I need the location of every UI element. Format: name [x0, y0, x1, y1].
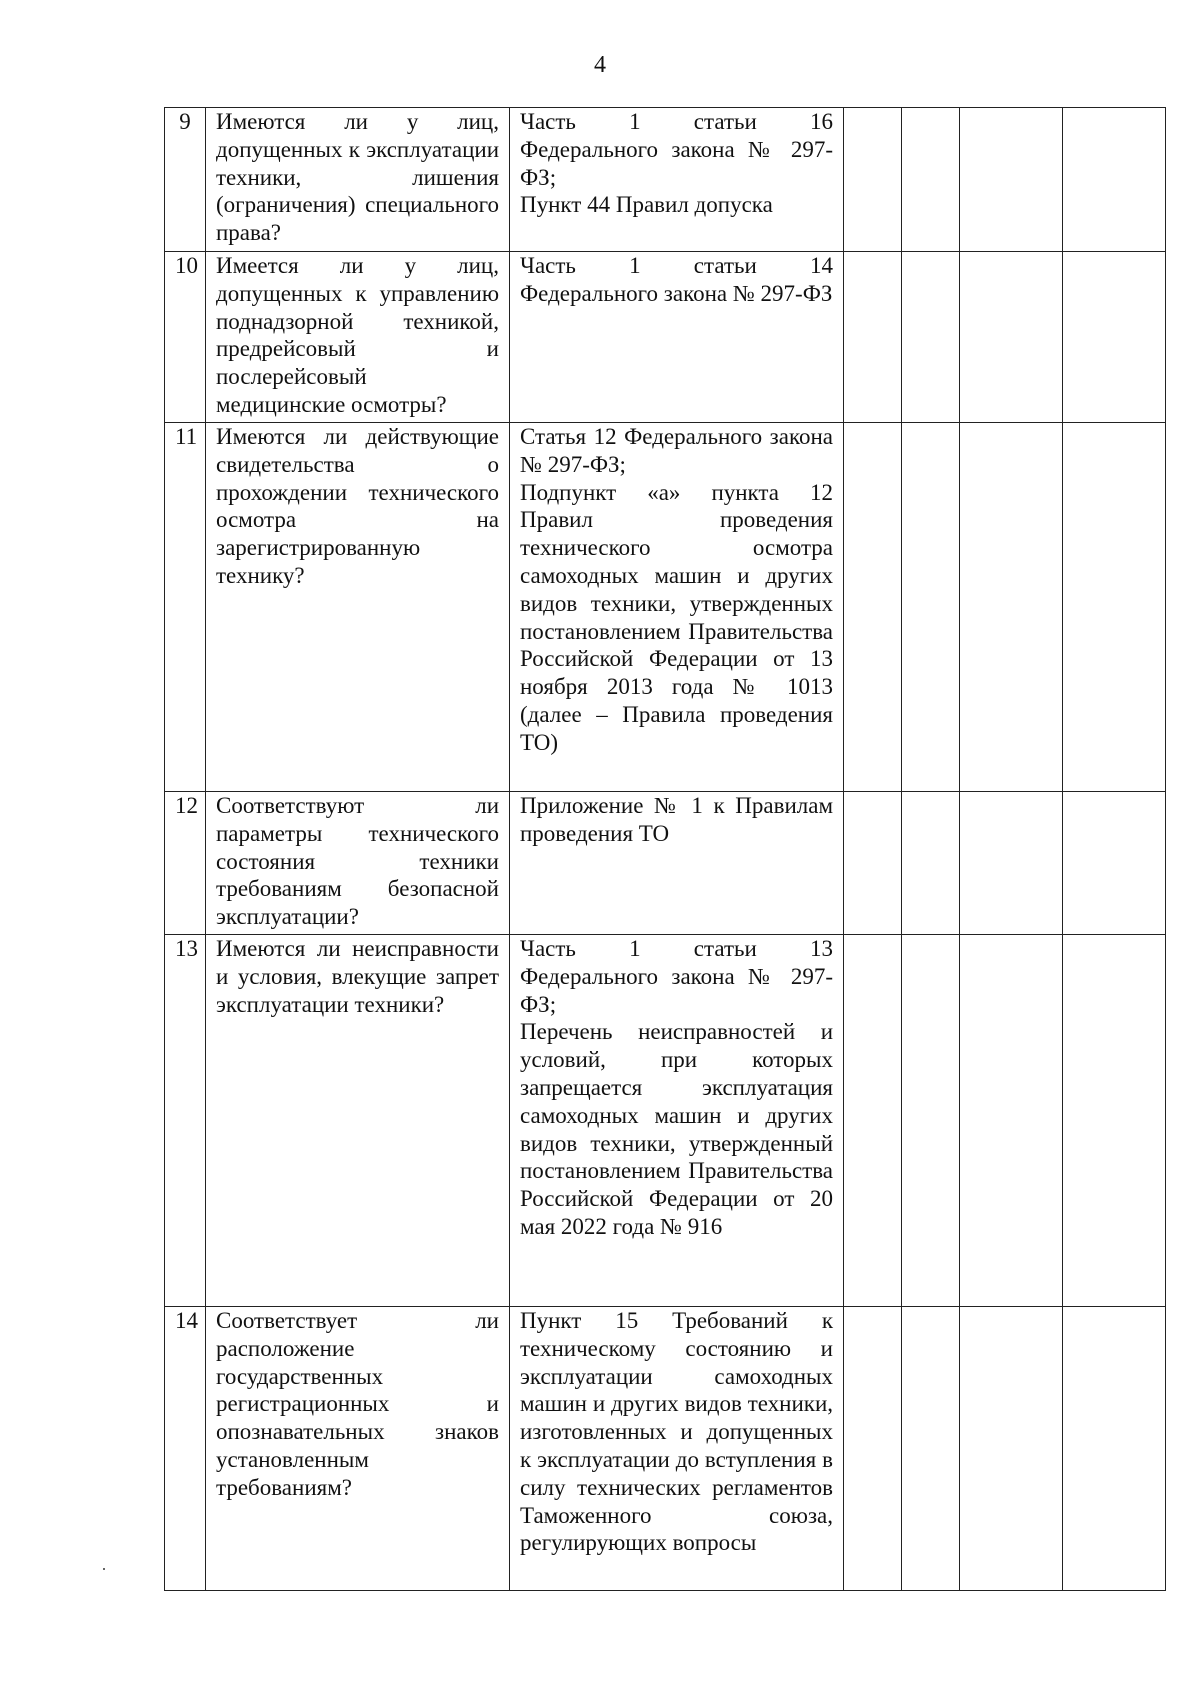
answer-cell-yes[interactable]	[844, 252, 902, 423]
question-cell: Имеются ли у лиц, допущенных к эксплуатации техники, лишения (ограничения) специального права?	[206, 108, 510, 252]
answer-cell-no[interactable]	[902, 108, 960, 252]
row-number: 12	[165, 792, 206, 935]
answer-cell-yes[interactable]	[844, 792, 902, 935]
notes-cell[interactable]	[1063, 108, 1166, 252]
answer-cell-not-applicable[interactable]	[960, 423, 1063, 792]
question-cell: Имеется ли у лиц, допущенных к управлению поднадзорной техникой, предрейсовый и послерейсовый медицинские осмотры?	[206, 252, 510, 423]
answer-cell-not-applicable[interactable]	[960, 252, 1063, 423]
legal-basis-paragraph: Часть 1 статьи 14 Федерального закона № 297-ФЗ	[520, 253, 833, 306]
legal-basis-paragraph: Приложение № 1 к Правилам проведения ТО	[520, 793, 833, 846]
legal-basis-cell	[510, 792, 844, 935]
answer-cell-no[interactable]	[902, 1307, 960, 1591]
legal-basis-cell	[510, 1307, 844, 1591]
question-cell: Имеются ли неисправности и условия, влекущие запрет эксплуатации техники?	[206, 935, 510, 1307]
row-number: 14	[165, 1307, 206, 1591]
page-number: 4	[594, 52, 606, 78]
row-number: 13	[165, 935, 206, 1307]
answer-cell-no[interactable]	[902, 423, 960, 792]
legal-basis-cell	[510, 108, 844, 252]
table-row	[165, 252, 1166, 423]
table-row	[165, 792, 1166, 935]
question-cell: Имеются ли действующие свидетельства о прохождении технического осмотра на зарегистрированную технику?	[206, 423, 510, 792]
table-row	[165, 935, 1166, 1307]
answer-cell-yes[interactable]	[844, 935, 902, 1307]
checklist-rows	[165, 108, 1166, 1591]
legal-basis-paragraph: Часть 1 статьи 13 Федерального закона № 297-ФЗ;	[520, 936, 833, 1017]
answer-cell-yes[interactable]	[844, 1307, 902, 1591]
legal-basis-cell	[510, 935, 844, 1307]
legal-basis-paragraph: Подпункт «а» пункта 12 Правил проведения технического осмотра самоходных машин и других видов техники, утвержденных постановлением Правительства Российской Федерации от 13 ноября 2013 года № 1013 (далее – Правила проведения ТО)	[520, 479, 833, 755]
answer-cell-no[interactable]	[902, 792, 960, 935]
legal-basis-paragraph: Перечень неисправностей и условий, при которых запрещается эксплуатация самоходных машин и других видов техники, утвержденный постановлением Правительства Российской Федерации от 20 мая 2022 года № 916	[520, 1019, 833, 1239]
notes-cell[interactable]	[1063, 252, 1166, 423]
notes-cell[interactable]	[1063, 1307, 1166, 1591]
legal-basis-paragraph: Часть 1 статьи 16 Федерального закона № 297-ФЗ;	[520, 109, 833, 190]
answer-cell-yes[interactable]	[844, 108, 902, 252]
question-cell: Соответствует ли расположение государственных регистрационных и опознавательных знаков установленным требованиям?	[206, 1307, 510, 1591]
answer-cell-not-applicable[interactable]	[960, 108, 1063, 252]
table-row	[165, 1307, 1166, 1591]
answer-cell-not-applicable[interactable]	[960, 792, 1063, 935]
legal-basis-paragraph: Пункт 15 Требований к техническому состоянию и эксплуатации самоходных машин и других видов техники, изготовленных и допущенных к эксплуатации до вступления в силу технических регламентов Таможенного союза, регулирующих вопросы	[520, 1308, 833, 1556]
row-number: 9	[165, 108, 206, 252]
checklist-table	[164, 107, 1166, 1591]
notes-cell[interactable]	[1063, 423, 1166, 792]
notes-cell[interactable]	[1063, 935, 1166, 1307]
answer-cell-no[interactable]	[902, 252, 960, 423]
table-row	[165, 423, 1166, 792]
answer-cell-yes[interactable]	[844, 423, 902, 792]
legal-basis-paragraph: Пункт 44 Правил допуска	[520, 192, 773, 218]
answer-cell-not-applicable[interactable]	[960, 935, 1063, 1307]
question-cell: Соответствуют ли параметры технического состояния техники требованиям безопасной эксплуатации?	[206, 792, 510, 935]
scan-speck	[103, 1568, 105, 1570]
answer-cell-no[interactable]	[902, 935, 960, 1307]
answer-cell-not-applicable[interactable]	[960, 1307, 1063, 1591]
row-number: 10	[165, 252, 206, 423]
legal-basis-paragraph: Статья 12 Федерального закона № 297-ФЗ;	[520, 424, 833, 477]
legal-basis-cell	[510, 423, 844, 792]
table-row	[165, 108, 1166, 252]
notes-cell[interactable]	[1063, 792, 1166, 935]
row-number: 11	[165, 423, 206, 792]
legal-basis-cell	[510, 252, 844, 423]
